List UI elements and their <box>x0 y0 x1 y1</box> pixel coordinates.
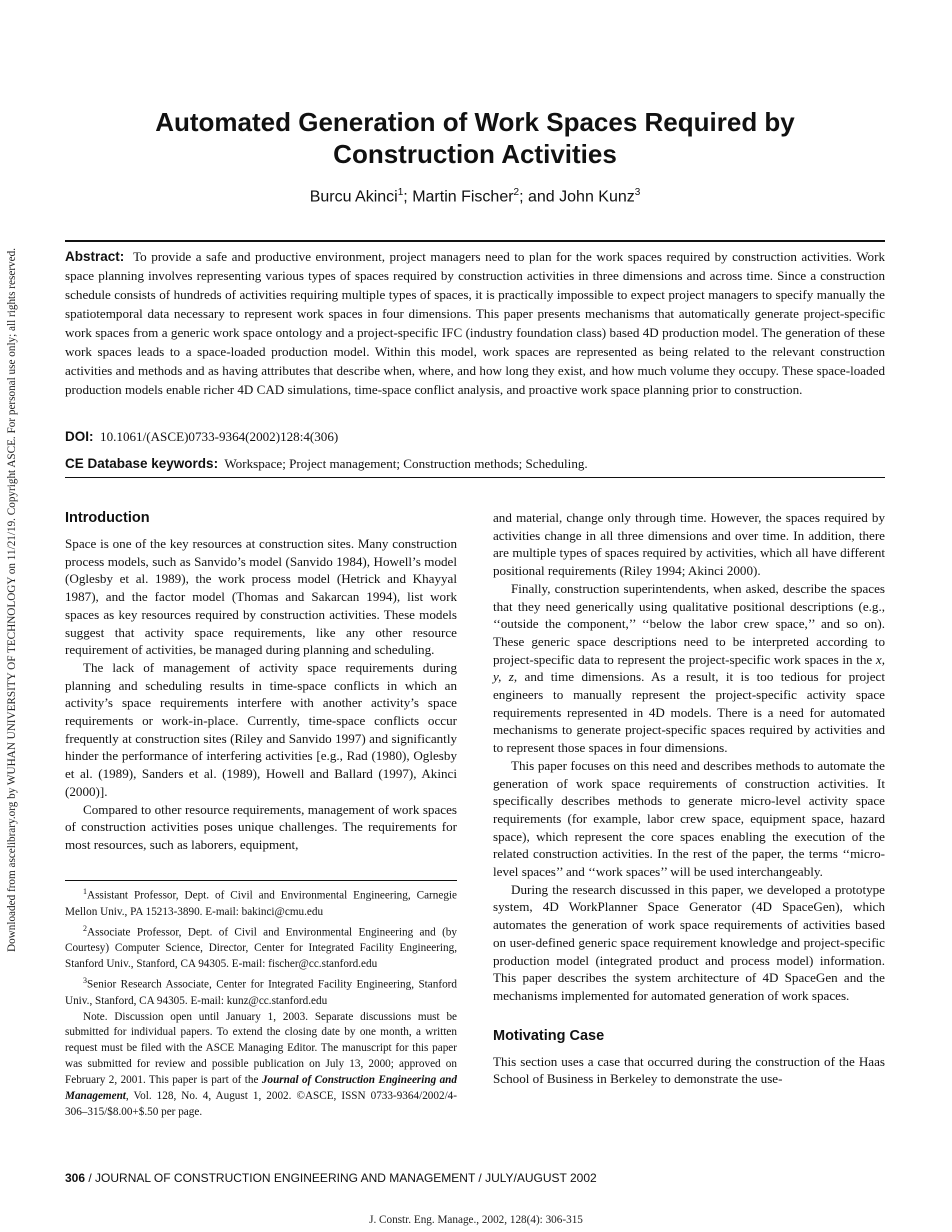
paragraph-text-end: and time dimensions. As a result, it is too tedious for project engineers to manually represent the project-specific activity space requirements represented in 4D models. There is a need for automated mechanisms to generate project-specific spaces required by activities and to represent those spaces in four dimensions. <box>493 669 885 756</box>
abstract-bottom-rule <box>65 477 885 478</box>
discussion-note <box>65 1010 457 1121</box>
keywords-line <box>65 456 588 472</box>
page-footer <box>65 1171 597 1185</box>
footnote-text: Senior Research Associate, Center for Integrated Facility Engineering, Stanford Univ., Stanford, CA 94305. E-mail: kunz@cc.stanford.edu <box>65 978 457 1007</box>
footnote-mark: 3 <box>83 976 87 985</box>
note-text-end: , Vol. 128, No. 4, August 1, 2002. ©ASCE, ISSN 0733-9364/2002/4-306–315/$8.00+$.50 per page. <box>65 1090 457 1118</box>
author-affiliation-mark: 3 <box>634 187 641 198</box>
paper-title <box>60 106 890 170</box>
doi-label: DOI: <box>65 429 94 444</box>
author-separator: ; and <box>519 188 560 206</box>
author-affiliation-mark: 2 <box>513 187 520 198</box>
journal-running-head: / JOURNAL OF CONSTRUCTION ENGINEERING AND MANAGEMENT / JULY/AUGUST 2002 <box>85 1171 597 1185</box>
footnote-rule <box>65 880 457 881</box>
keywords-label: CE Database keywords: <box>65 456 219 471</box>
paragraph <box>493 580 885 757</box>
left-column <box>65 509 457 854</box>
doi-line <box>65 429 338 445</box>
citation-line: J. Constr. Eng. Manage., 2002, 128(4): 306-315 <box>369 1214 583 1226</box>
author-name: Burcu Akinci <box>309 188 398 206</box>
footnote <box>65 921 457 973</box>
motivating-case-heading: Motivating Case <box>493 1027 605 1044</box>
keywords-value: Workspace; Project management; Construction methods; Scheduling. <box>224 456 588 471</box>
right-column <box>493 509 885 1088</box>
footnote-mark: 2 <box>83 923 87 933</box>
abstract <box>65 247 885 399</box>
download-notice-text: Downloaded from ascelibrary.org by WUHAN UNIVERSITY OF TECHNOLOGY on 11/21/19. Copyright ASCE. For personal use only; all rights reserved. <box>6 248 18 952</box>
footnotes <box>65 884 457 1121</box>
author-separator: ; <box>403 188 413 206</box>
page-number: 306 <box>65 1171 86 1185</box>
author-affiliation-mark: 1 <box>397 187 404 198</box>
abstract-label: Abstract: <box>65 249 125 264</box>
author-name: John Kunz <box>559 188 635 206</box>
title-line-2: Construction Activities <box>333 139 617 169</box>
paragraph: Compared to other resource requirements, management of work spaces of construction activities poses unique challenges. The requirements for most resources, such as laborers, equipment, <box>65 801 457 852</box>
paragraph: During the research discussed in this paper, we developed a prototype system, 4D WorkPlanner Space Generator (4D SpaceGen), which automates the generation of work space requirements of activities based on user-defined generic space requirement knowledge and project-specific production model (integrated product and process model) information. This paper describes the system architecture of 4D SpaceGen and the mechanisms implemented for automated generation of work spaces. <box>493 881 885 1003</box>
paragraph: The lack of management of activity space requirements during planning and scheduling results in time-space conflicts in which an activity’s space requirements interfere with another activity’s space requirements or work-in-place. Currently, time-space conflicts occur frequently at construction sites (Riley and Sanvido 1997) and significantly hinder the performance of interfering activities [e.g., Rad (1980), Oglesby et al. (1989), Sanders et al. (1989), Howell and Ballard (1997), Akinci (2000)]. <box>65 659 457 799</box>
abstract-top-rule <box>65 240 885 242</box>
paragraph: This section uses a case that occurred during the construction of the Haas School of Business in Berkeley to demonstrate the use- <box>493 1053 885 1087</box>
paragraph-text: Finally, construction superintendents, when asked, describe the spaces that they need generically using qualitative positional descriptions (e.g., ‘‘outside the component,’’ ‘‘below the labor crew space,’’ and so on). These generic space descriptions need to be interpreted according to project-specific data to represent the project-specific work spaces in the <box>493 580 885 667</box>
footnote-text: Assistant Professor, Dept. of Civil and Environmental Engineering, Carnegie Mellon Univ., PA 15213-3890. E-mail: bakinci@cmu.edu <box>65 889 457 918</box>
note-text: Note. Discussion open until January 1, 2003. Separate discussions must be submitted for individual papers. To extend the closing date by one month, a written request must be filed with the ASCE Managing Editor. The manuscript for this paper was submitted for review and possible publication on July 13, 2000; approved on February 2, 2001. This paper is part of the <box>65 1010 457 1087</box>
author-name: Martin Fischer <box>412 188 514 206</box>
doi-value: 10.1061/(ASCE)0733-9364(2002)128:4(306) <box>100 429 339 444</box>
paragraph: This paper focuses on this need and describes methods to automate the generation of work space requirements of construction activities. It specifically describes methods to generate micro-level activity space requirements (for example, labor crew space, equipment space, hazard space), which represent the core spaces enabling the execution of the related construction activities. In the rest of the paper, the terms ‘‘micro-level spaces’’ and ‘‘work spaces’’ will be used interchangeably. <box>493 757 885 880</box>
abstract-text: To provide a safe and productive environment, project managers need to plan for the work spaces required by construction activities. Work space planning involves representing various types of spaces required by construction activities in three dimensions and across time. Since a construction schedule consists of hundreds of activities requiring multiple types of spaces, it is practically impossible to expect project managers to specify manually the spatiotemporal data necessary to represent work spaces in four dimensions. This paper presents mechanisms that automatically generate project-specific work spaces from a generic work space ontology and a project-specific IFC (industry foundation class) based 4D production model. The generation of these work spaces leads to a space-loaded production model. Within this model, work spaces are represented as being related to the relevant construction activities and methods and as having attributes that describe when, where, and how long they exist, and how much volume they occupy. These space-loaded production models enable richer 4D CAD simulations, time-space conflict analysis, and proactive work space planning prior to construction. <box>65 249 885 397</box>
introduction-heading: Introduction <box>65 510 150 526</box>
footnote <box>65 973 457 1010</box>
journal-name: Journal of Construction Engineering and Management <box>65 1074 457 1103</box>
paragraph: and material, change only through time. However, the spaces required by activities change in all three dimensions and over time. In addition, there are multiple types of spaces required by activities, which all have different positional requirements (Riley 1994; Akinci 2000). <box>493 510 885 579</box>
footnote-text: Associate Professor, Dept. of Civil and Environmental Engineering and (by Courtesy) Computer Science, Director, Center for Integrated Facility Engineering, Stanford Univ., Stanford, CA 94305. E-mail: fischer@cc.stanford.edu <box>65 926 457 971</box>
paragraph: Space is one of the key resources at construction sites. Many construction process models, such as Sanvido’s model (Sanvido 1984), Howell’s model (Oglesby et al. 1989), the work process model (Hetrick and Khayyal 1987), and the factor model (Thomas and Sakarcan 1994), list work spaces as key resources required by construction activities. These models suggest that activity space requirements, like any other resource requirement of activities, be managed during planning and scheduling. <box>65 536 457 658</box>
footnote-mark: 1 <box>83 887 87 896</box>
footnote <box>65 884 457 921</box>
title-line-1: Automated Generation of Work Spaces Required by <box>155 107 795 137</box>
author-list <box>60 187 890 206</box>
dimension-variables: x, y, z, <box>493 651 885 685</box>
